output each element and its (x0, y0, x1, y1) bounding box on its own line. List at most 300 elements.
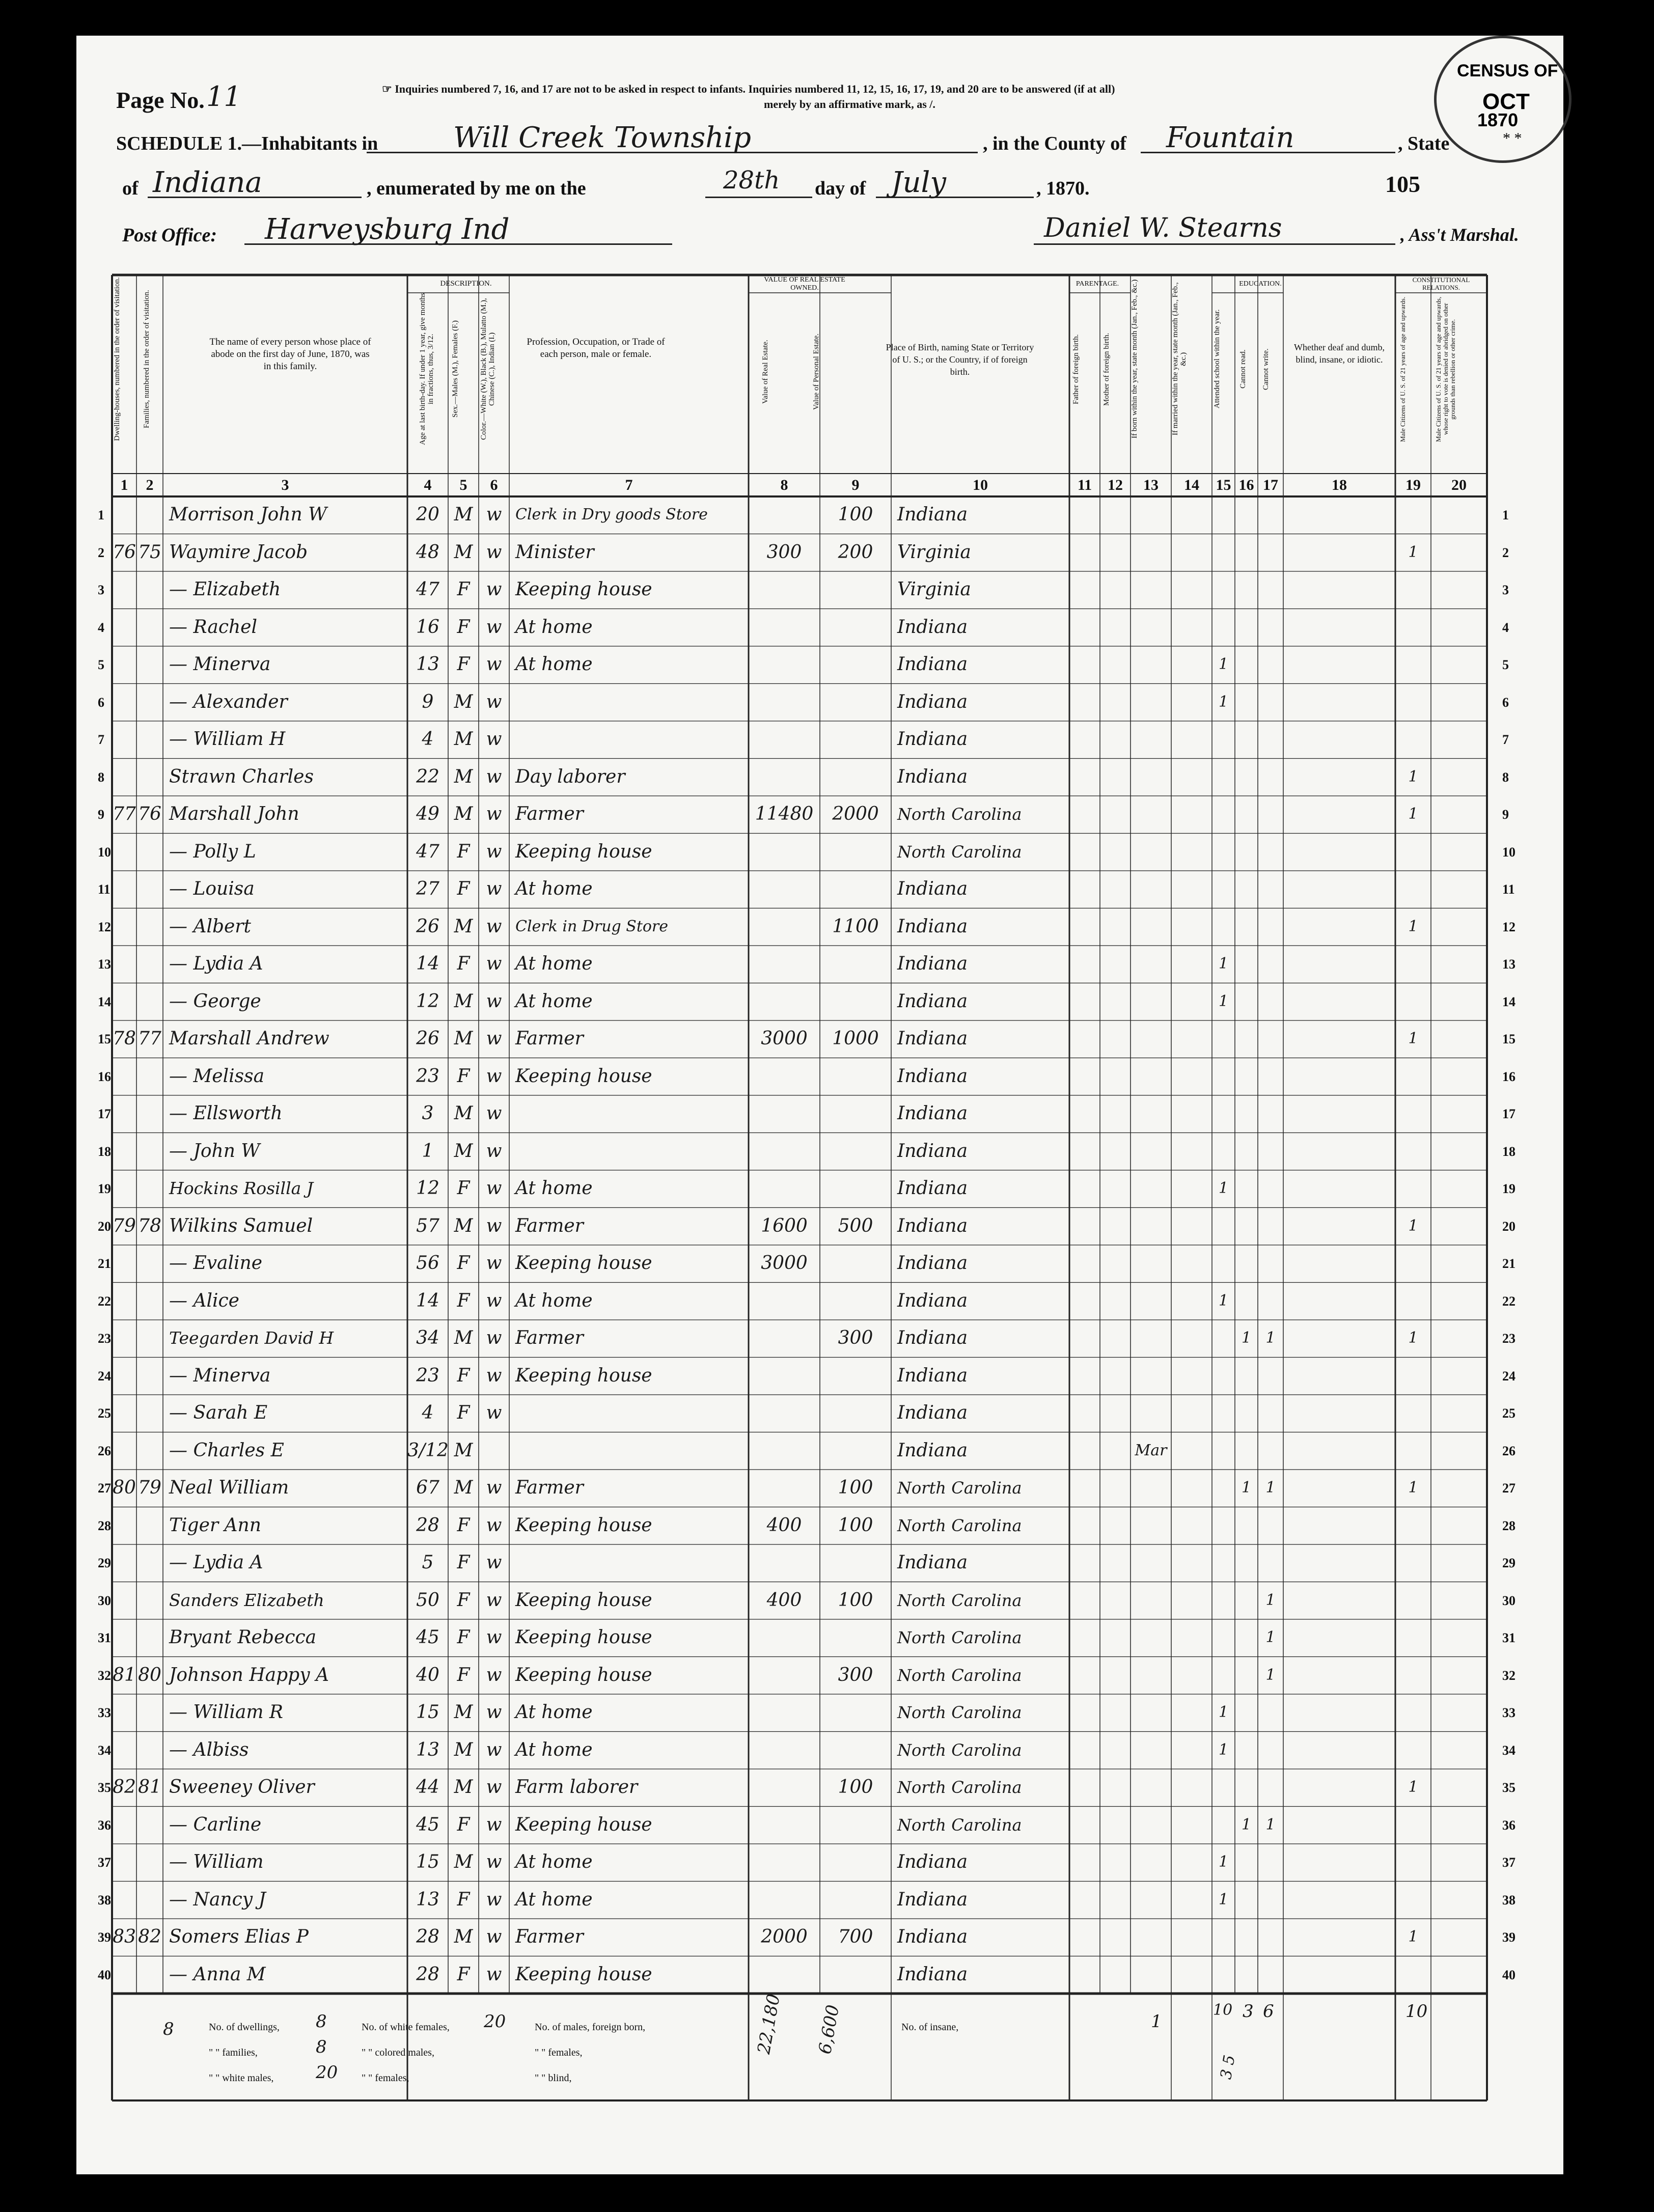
occupation-cell: Keeping house (515, 1664, 652, 1685)
footer-cannot-read-total: 3 (1243, 2001, 1254, 2022)
age-cell: 12 (416, 990, 439, 1012)
footer-citizens-total: 10 (1405, 2001, 1428, 2022)
sex-cell: M (454, 691, 473, 712)
col11-header: Father of foreign birth. (1072, 334, 1080, 404)
col14-header: If married within the year, state month (Jan., Feb., &c.) (1171, 282, 1188, 436)
row-number-left: 35 (98, 1780, 111, 1795)
person-name: Hockins Rosilla J (169, 1178, 314, 1198)
row-number-left: 31 (98, 1630, 111, 1645)
age-cell: 9 (422, 691, 434, 712)
row-number-right: 12 (1502, 919, 1515, 934)
row-number-left: 22 (98, 1293, 111, 1309)
dwelling-number: 81 (113, 1664, 136, 1685)
personal-estate-cell: 300 (838, 1328, 873, 1348)
row-number-left: 20 (98, 1219, 111, 1234)
family-number: 78 (138, 1215, 161, 1236)
sex-cell: M (454, 1739, 473, 1760)
occupation-cell: Day laborer (515, 766, 625, 787)
sex-cell: M (454, 541, 473, 563)
column-number: 16 (1238, 477, 1254, 493)
cannot-write-mark: 1 (1265, 1666, 1276, 1684)
real-estate-cell: 3000 (761, 1028, 808, 1049)
sex-cell: M (454, 766, 473, 787)
age-cell: 3 (422, 1103, 434, 1124)
footer-families-value: 8 (316, 2037, 327, 2057)
age-cell: 48 (416, 541, 439, 563)
column-number: 3 (281, 477, 289, 493)
footer-extra-mark: 3 5 (1217, 2054, 1239, 2081)
occupation-cell: At home (515, 1851, 593, 1872)
row-number-left: 7 (98, 732, 104, 747)
row-number-left: 33 (98, 1705, 111, 1720)
birthplace-cell: Indiana (897, 1103, 968, 1124)
sex-cell: F (457, 1514, 470, 1536)
age-cell: 45 (416, 1627, 439, 1648)
col7-header: Profession, Occupation, or Trade of each person, male or female. (527, 337, 665, 360)
footer-real-estate-total: 22,180 (754, 1992, 785, 2056)
dwelling-number: 79 (113, 1215, 136, 1236)
col13-header: If born within the year, state month (Jan., Feb., &c.) (1131, 279, 1139, 439)
birthplace-cell: Indiana (897, 916, 968, 937)
personal-estate-cell: 500 (838, 1215, 873, 1236)
age-cell: 16 (416, 616, 439, 638)
color-cell: w (486, 1702, 502, 1723)
row-number-left: 6 (98, 695, 104, 710)
row-number-left: 21 (98, 1256, 111, 1271)
sex-cell: F (457, 1365, 470, 1386)
person-name: — William H (169, 729, 286, 750)
row-number-right: 13 (1502, 957, 1515, 972)
column-number: 9 (851, 477, 860, 493)
age-cell: 23 (416, 1365, 439, 1386)
row-number-right: 17 (1502, 1107, 1515, 1121)
person-name: Teegarden David H (169, 1328, 334, 1348)
footer-foreign-born-label: No. of males, foreign born, (535, 2022, 646, 2033)
row-number-right: 8 (1502, 769, 1509, 785)
person-name: — George (169, 990, 261, 1012)
age-cell: 26 (416, 916, 439, 937)
occupation-cell: Farmer (515, 804, 584, 824)
birthplace-cell: Indiana (897, 616, 968, 638)
row-number-right: 2 (1502, 545, 1509, 560)
birthplace-cell: North Carolina (897, 842, 1022, 862)
row-number-left: 12 (98, 919, 111, 934)
row-number-right: 32 (1502, 1668, 1515, 1683)
row-number-right: 40 (1502, 1967, 1515, 1982)
column-number: 12 (1108, 477, 1123, 493)
age-cell: 20 (416, 504, 439, 525)
sex-cell: F (457, 1627, 470, 1648)
birthplace-cell: North Carolina (897, 1665, 1022, 1685)
sex-cell: M (454, 1851, 473, 1872)
occupation-cell: Farmer (515, 1477, 584, 1498)
schedule-label: SCHEDULE 1.—Inhabitants in (116, 133, 378, 154)
cannot-read-mark: 1 (1241, 1479, 1252, 1497)
column-number: 14 (1184, 477, 1199, 493)
occupation-cell: At home (515, 878, 593, 899)
age-cell: 28 (416, 1514, 439, 1536)
citizen-mark: 1 (1408, 1928, 1418, 1946)
county-label: , in the County of (983, 133, 1126, 154)
personal-estate-cell: 200 (838, 541, 873, 563)
sex-cell: F (457, 841, 470, 862)
color-cell: w (486, 654, 502, 675)
row-number-right: 19 (1502, 1181, 1515, 1196)
person-name: Waymire Jacob (169, 541, 308, 563)
age-cell: 28 (416, 1964, 439, 1985)
col19-header: Male Citizens of U. S. of 21 years of age and upwards. (1399, 296, 1407, 442)
row-number-left: 26 (98, 1443, 111, 1458)
sex-cell: M (454, 1140, 473, 1162)
person-name: — William (169, 1851, 264, 1872)
birthplace-cell: Indiana (897, 1365, 968, 1386)
row-number-left: 10 (98, 844, 111, 860)
real-estate-cell: 2000 (761, 1926, 808, 1947)
age-cell: 5 (422, 1552, 434, 1573)
personal-estate-cell: 2000 (832, 804, 879, 824)
cannot-read-mark: 1 (1241, 1329, 1252, 1347)
age-cell: 15 (416, 1851, 439, 1872)
row-number-left: 11 (98, 882, 111, 897)
sex-cell: F (457, 1964, 470, 1985)
birthplace-cell: North Carolina (897, 1703, 1022, 1722)
attended-school-mark: 1 (1218, 955, 1229, 973)
family-number: 77 (138, 1028, 161, 1049)
person-name: — John W (169, 1140, 260, 1162)
occupation-cell: Keeping house (515, 579, 652, 600)
age-cell: 4 (422, 1402, 434, 1423)
personal-estate-cell: 1000 (832, 1028, 879, 1049)
parentage-header: PARENTAGE. (1076, 280, 1119, 288)
real-estate-cell: 400 (766, 1589, 802, 1611)
row-number-left: 28 (98, 1518, 111, 1533)
row-number-right: 36 (1502, 1817, 1515, 1833)
color-cell: w (486, 1514, 502, 1536)
birthplace-cell: Indiana (897, 990, 968, 1012)
row-number-left: 40 (98, 1967, 111, 1982)
row-number-right: 1 (1502, 508, 1509, 522)
stamped-page-number: 105 (1385, 171, 1420, 197)
color-cell: w (486, 1889, 502, 1910)
birthplace-cell: Indiana (897, 1028, 968, 1049)
value-header: VALUE OF REAL ESTATE OWNED. (764, 276, 845, 292)
column-number: 19 (1405, 477, 1421, 493)
description-header: DESCRIPTION. (440, 280, 492, 288)
dwelling-number: 77 (113, 804, 136, 824)
birthplace-cell: Indiana (897, 1889, 968, 1910)
person-name: — Ellsworth (169, 1103, 283, 1124)
color-cell: w (486, 1477, 502, 1498)
sex-cell: M (454, 1777, 473, 1798)
row-number-right: 30 (1502, 1593, 1515, 1608)
row-number-right: 26 (1502, 1443, 1515, 1458)
sex-cell: F (457, 579, 470, 600)
person-name: — Alice (169, 1290, 239, 1311)
birthplace-cell: Indiana (897, 878, 968, 899)
person-name: — Minerva (169, 654, 271, 675)
col1-header: Dwelling-houses, numbered in the order of visitation. (113, 277, 121, 441)
person-name: — Alexander (169, 691, 288, 712)
occupation-cell: Clerk in Dry goods Store (515, 506, 708, 523)
age-cell: 4 (422, 729, 434, 750)
sex-cell: F (457, 616, 470, 638)
row-number-left: 9 (98, 807, 104, 822)
personal-estate-cell: 100 (838, 1514, 873, 1536)
citizen-mark: 1 (1408, 767, 1418, 786)
birthplace-cell: Indiana (897, 1402, 968, 1423)
age-cell: 1 (422, 1140, 434, 1162)
sex-cell: M (454, 1477, 473, 1498)
marshal-label: , Ass't Marshal. (1400, 225, 1519, 245)
age-cell: 49 (416, 804, 439, 824)
citizen-mark: 1 (1408, 1329, 1418, 1347)
birthplace-cell: Indiana (897, 654, 968, 675)
color-cell: w (486, 1627, 502, 1648)
row-number-left: 29 (98, 1556, 111, 1570)
dwelling-number: 80 (113, 1477, 136, 1498)
color-cell: w (486, 953, 502, 974)
attended-school-mark: 1 (1218, 1179, 1229, 1197)
color-cell: w (486, 691, 502, 712)
age-cell: 34 (416, 1328, 439, 1348)
personal-estate-cell: 100 (838, 1777, 873, 1798)
occupation-cell: At home (515, 654, 593, 675)
col9-header: Value of Personal Estate. (812, 334, 820, 410)
person-name: — Elizabeth (169, 579, 281, 600)
row-number-left: 19 (98, 1181, 111, 1196)
cannot-read-mark: 1 (1241, 1815, 1252, 1834)
family-number: 79 (138, 1477, 161, 1498)
personal-estate-cell: 300 (838, 1664, 873, 1685)
color-cell: w (486, 1365, 502, 1386)
personal-estate-cell: 1100 (832, 916, 879, 937)
cannot-write-mark: 1 (1265, 1815, 1276, 1834)
dwelling-number: 82 (113, 1777, 136, 1798)
age-cell: 13 (416, 1889, 439, 1910)
color-cell: w (486, 1589, 502, 1611)
birthplace-cell: Indiana (897, 1178, 968, 1199)
sex-cell: F (457, 1290, 470, 1311)
col5-header: Sex.—Males (M.), Females (F.) (451, 320, 459, 418)
person-name: Somers Elias P (169, 1926, 309, 1947)
person-name: Strawn Charles (169, 766, 314, 787)
age-cell: 13 (416, 654, 439, 675)
person-name: Marshall Andrew (169, 1028, 329, 1049)
real-estate-cell: 400 (766, 1514, 802, 1536)
real-estate-cell: 3000 (761, 1253, 808, 1274)
day-value: 28th (723, 166, 780, 195)
family-number: 81 (138, 1777, 161, 1798)
col20-header: Male Citizens of U. S. of 21 years of age and upwards, whose right to vote is denied or abridged on other grounds than rebellion or other crime. (1435, 296, 1456, 442)
occupation-cell: Farm laborer (515, 1777, 638, 1798)
occupation-cell: Keeping house (515, 1814, 652, 1835)
citizen-mark: 1 (1408, 543, 1418, 561)
cannot-write-mark: 1 (1265, 1628, 1276, 1646)
post-office-value: Harveysburg Ind (265, 213, 510, 246)
birthplace-cell: Indiana (897, 1964, 968, 1985)
column-number: 2 (146, 477, 154, 493)
row-number-left: 2 (98, 545, 104, 560)
row-number-left: 8 (98, 769, 104, 785)
of-label: of (122, 178, 139, 199)
sex-cell: M (454, 1103, 473, 1124)
age-cell: 26 (416, 1028, 439, 1049)
person-name: Johnson Happy A (169, 1664, 329, 1685)
occupation-cell: Keeping house (515, 1589, 652, 1611)
sex-cell: F (457, 953, 470, 974)
cannot-write-mark: 1 (1265, 1329, 1276, 1347)
person-name: Neal William (169, 1477, 289, 1498)
footer-cannot-write-total: 6 (1263, 2001, 1274, 2022)
row-number-left: 15 (98, 1032, 111, 1046)
age-cell: 3/12 (407, 1440, 449, 1461)
row-number-right: 35 (1502, 1780, 1515, 1795)
col10-header: Place of Birth, naming State or Territory of U. S.; or the Country, if of foreign birth. (886, 342, 1034, 377)
row-number-left: 14 (98, 994, 111, 1009)
row-number-left: 13 (98, 957, 111, 972)
county-value: Fountain (1166, 121, 1294, 154)
sex-cell: F (457, 1178, 470, 1199)
attended-school-mark: 1 (1218, 992, 1229, 1010)
occupation-cell: Keeping house (515, 1514, 652, 1536)
age-cell: 12 (416, 1178, 439, 1199)
age-cell: 57 (416, 1215, 439, 1236)
row-number-right: 4 (1502, 620, 1509, 635)
col2-header: Families, numbered in the order of visitation. (143, 290, 151, 428)
column-number: 6 (490, 477, 498, 493)
color-cell: w (486, 1140, 502, 1162)
row-number-right: 18 (1502, 1144, 1515, 1159)
birthplace-cell: Indiana (897, 1440, 968, 1461)
age-cell: 13 (416, 1739, 439, 1760)
birthplace-cell: North Carolina (897, 1478, 1022, 1498)
family-number: 75 (138, 541, 161, 563)
birthplace-cell: Indiana (897, 729, 968, 750)
color-cell: w (486, 1814, 502, 1835)
row-number-left: 32 (98, 1668, 111, 1683)
row-number-right: 22 (1502, 1293, 1515, 1309)
footer-dwellings-value: 8 (316, 2011, 327, 2032)
citizen-mark: 1 (1408, 917, 1418, 935)
row-number-left: 25 (98, 1406, 111, 1421)
color-cell: w (486, 1777, 502, 1798)
row-number-right: 3 (1502, 583, 1509, 597)
sex-cell: M (454, 1028, 473, 1049)
footer-attended-school-total: 10 (1213, 2001, 1233, 2019)
row-number-right: 20 (1502, 1219, 1515, 1234)
real-estate-cell: 11480 (755, 804, 814, 824)
occupation-cell: Keeping house (515, 1964, 652, 1985)
column-number: 20 (1451, 477, 1467, 493)
sex-cell: F (457, 1814, 470, 1835)
census-sheet (76, 36, 1563, 2174)
instructions-line-1: ☞ Inquiries numbered 7, 16, and 17 are not to be asked in respect to infants. Inquiries numbered 11, 12, 15, 16, 17, 19, and 20 are to be answered (if at all) (382, 82, 1115, 95)
occupation-cell: At home (515, 616, 593, 638)
dwelling-number: 78 (113, 1028, 136, 1049)
color-cell: w (486, 1402, 502, 1423)
footer-dwellings-label: No. of dwellings, (209, 2022, 280, 2033)
citizen-mark: 1 (1408, 1030, 1418, 1047)
occupation-cell: Farmer (515, 1215, 584, 1236)
person-name: Morrison John W (169, 504, 327, 525)
person-name: — Lydia A (169, 953, 263, 974)
attended-school-mark: 1 (1218, 693, 1229, 711)
color-cell: w (486, 1028, 502, 1049)
footer-personal-estate-total: 6,600 (815, 2003, 844, 2056)
column-number: 4 (424, 477, 432, 493)
col16-header: Cannot read. (1239, 349, 1247, 389)
attended-school-mark: 1 (1218, 1703, 1229, 1721)
person-name: Bryant Rebecca (169, 1627, 317, 1648)
row-number-left: 16 (98, 1069, 111, 1084)
birthplace-cell: Indiana (897, 504, 968, 525)
color-cell: w (486, 1215, 502, 1236)
attended-school-mark: 1 (1218, 1890, 1229, 1909)
footer-blind-label: " " blind, (535, 2072, 572, 2084)
birthplace-cell: Indiana (897, 691, 968, 712)
row-number-right: 39 (1502, 1930, 1515, 1945)
color-cell: w (486, 1065, 502, 1087)
col12-header: Mother of foreign birth. (1102, 333, 1111, 406)
born-month-cell: Mar (1135, 1441, 1167, 1459)
row-number-left: 1 (98, 508, 104, 522)
sex-cell: F (457, 1552, 470, 1573)
color-cell: w (486, 579, 502, 600)
color-cell: w (486, 1552, 502, 1573)
birthplace-cell: Indiana (897, 1290, 968, 1311)
occupation-cell: Keeping house (515, 841, 652, 862)
row-number-right: 9 (1502, 807, 1509, 822)
age-cell: 47 (416, 579, 439, 600)
occupation-cell: Farmer (515, 1926, 584, 1947)
person-name: — Polly L (169, 841, 256, 862)
sex-cell: M (454, 729, 473, 750)
person-name: Sanders Elizabeth (169, 1590, 324, 1610)
age-cell: 14 (416, 953, 439, 974)
sex-cell: M (454, 990, 473, 1012)
real-estate-cell: 1600 (761, 1215, 808, 1236)
row-number-left: 18 (98, 1144, 111, 1159)
row-number-right: 16 (1502, 1069, 1515, 1084)
age-cell: 45 (416, 1814, 439, 1835)
footer-insane-label: No. of insane, (901, 2022, 959, 2033)
row-number-right: 34 (1502, 1743, 1515, 1758)
birthplace-cell: Virginia (897, 579, 971, 600)
color-cell: w (486, 616, 502, 638)
column-number: 7 (625, 477, 633, 493)
birthplace-cell: Indiana (897, 1140, 968, 1162)
occupation-cell: Clerk in Drug Store (515, 917, 669, 935)
state-value: Indiana (153, 166, 262, 199)
occupation-cell: At home (515, 953, 593, 974)
age-cell: 44 (416, 1777, 439, 1798)
birthplace-cell: Virginia (897, 541, 971, 563)
attended-school-mark: 1 (1218, 1853, 1229, 1871)
row-number-right: 27 (1502, 1481, 1515, 1496)
footer-born-within-year-total: 1 (1151, 2011, 1162, 2032)
sex-cell: M (454, 804, 473, 824)
birthplace-cell: Indiana (897, 1328, 968, 1348)
birthplace-cell: North Carolina (897, 805, 1022, 824)
person-name: — Rachel (169, 616, 258, 638)
footer-white-females-value: 20 (484, 2011, 506, 2032)
age-cell: 56 (416, 1253, 439, 1274)
occupation-cell: Farmer (515, 1328, 584, 1348)
occupation-cell: At home (515, 1290, 593, 1311)
real-estate-cell: 300 (766, 541, 802, 563)
color-cell: w (486, 804, 502, 824)
footer-families-label: " " families, (209, 2047, 258, 2058)
